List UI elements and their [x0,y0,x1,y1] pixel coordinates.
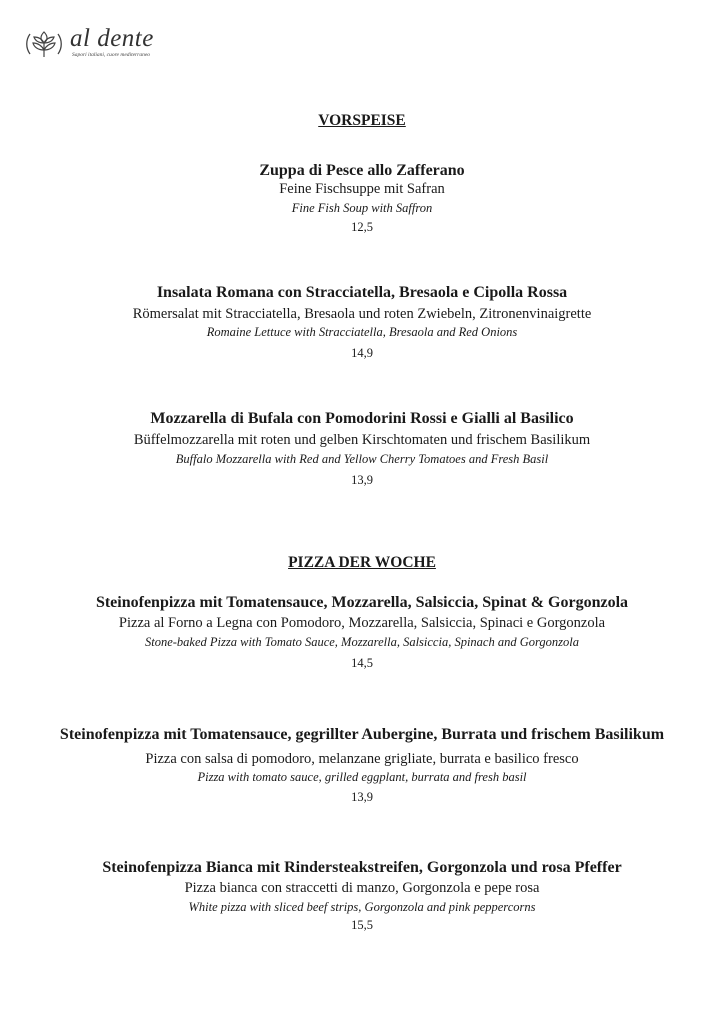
item-description-en: White pizza with sliced beef strips, Gorgonzola and pink peppercorns [188,900,536,914]
item-price: 12,5 [351,220,373,234]
item-name: Steinofenpizza mit Tomatensauce, Mozzarella, Salsiccia, Spinat & Gorgonzola [95,594,629,611]
item-price: 13,9 [351,473,373,487]
item-name: Zuppa di Pesce allo Zafferano [259,162,465,179]
item-description-de: Feine Fischsuppe mit Safran [279,181,445,197]
item-description-de: Pizza bianca con straccetti di manzo, Gorgonzola e pepe rosa [184,880,540,896]
leaf-emblem-icon [24,24,64,64]
section-title-vorspeise: VORSPEISE [318,112,406,129]
section-title-pizza: PIZZA DER WOCHE [288,554,436,571]
item-name: Mozzarella di Bufala con Pomodorini Rossi e Gialli al Basilico [150,410,574,427]
item-description-de: Pizza al Forno a Legna con Pomodoro, Mozzarella, Salsiccia, Spinaci e Gorgonzola [118,615,606,631]
item-description-de: Römersalat mit Stracciatella, Bresaola und roten Zwiebeln, Zitronenvinaigrette [132,306,592,322]
item-description-en: Buffalo Mozzarella with Red and Yellow Cherry Tomatoes and Fresh Basil [175,452,549,466]
item-name: Insalata Romana con Stracciatella, Bresaola e Cipolla Rossa [156,284,568,301]
item-description-en: Romaine Lettuce with Stracciatella, Bresaola and Red Onions [206,325,518,339]
logo-tagline: Sapori italiani, cuore mediterraneo [72,52,151,58]
item-description-de: Büffelmozzarella mit roten und gelben Kirschtomaten und frischem Basilikum [133,432,591,448]
logo [24,24,164,64]
item-description-en: Fine Fish Soup with Saffron [291,201,433,215]
item-price: 15,5 [351,918,373,932]
item-price: 14,9 [351,346,373,360]
item-name: Steinofenpizza mit Tomatensauce, gegrillter Aubergine, Burrata und frischem Basilikum [59,726,665,743]
item-name: Steinofenpizza Bianca mit Rindersteakstreifen, Gorgonzola und rosa Pfeffer [102,859,622,876]
item-description-de: Pizza con salsa di pomodoro, melanzane grigliate, burrata e basilico fresco [145,751,579,767]
item-description-en: Stone-baked Pizza with Tomato Sauce, Mozzarella, Salsiccia, Spinach and Gorgonzola [144,635,579,649]
logo-wordmark: al dente [70,25,154,52]
item-price: 13,9 [351,790,373,804]
item-price: 14,5 [351,656,373,670]
item-description-en: Pizza with tomato sauce, grilled eggplant, burrata and fresh basil [197,770,527,784]
